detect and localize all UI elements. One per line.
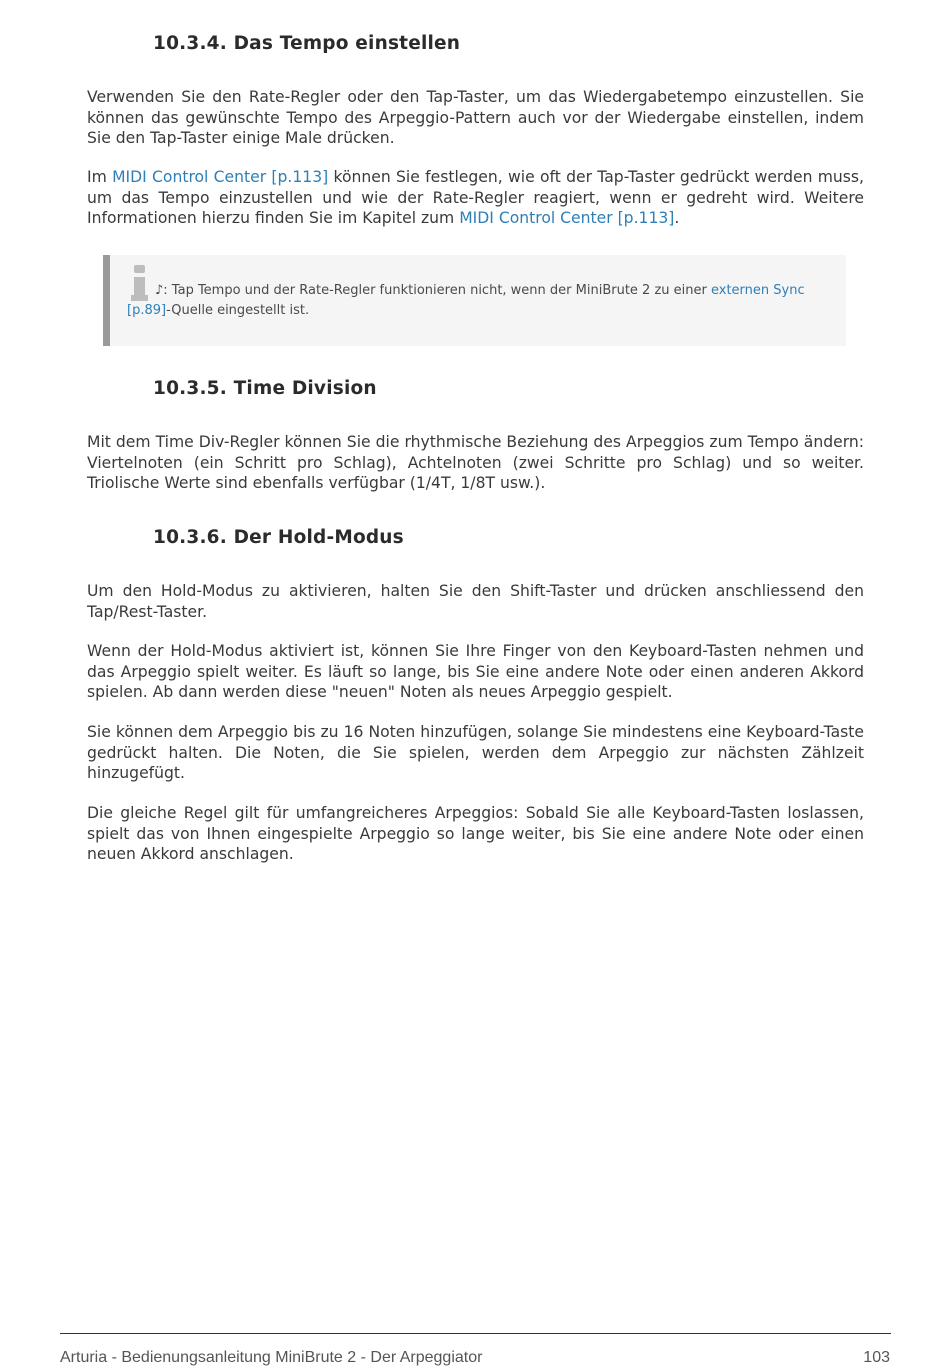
paragraph-tempo-intro: Verwenden Sie den Rate-Regler oder den Tap-Taster, um das Wiedergabetempo einzustellen. Sie können das gewünschte Tempo des Arpeggio-Pattern auch vor der Wiedergabe einstellen, indem Sie den Tap-Taster einige Male drücken. <box>87 88 864 147</box>
section-heading-hold-mode: 10.3.6. Der Hold-Modus <box>153 527 404 548</box>
footer-title: Arturia - Bedienungsanleitung MiniBrute 2 - Der Arpeggiator <box>60 1349 483 1366</box>
text-span: können Sie festlegen, wie oft der Tap-Taster gedrückt werden muss, um das Tempo einzustellen und wie der Rate-Regler reagiert, wenn er gedreht wird. Weitere Informationen hierzu finden Sie im Kapitel zum <box>87 168 865 227</box>
info-note-text <box>127 281 839 321</box>
footer-divider <box>60 1333 891 1334</box>
paragraph-hold-activate: Um den Hold-Modus zu aktivieren, halten Sie den Shift-Taster und drücken anschliessend den Tap/Rest-Taster. <box>87 582 864 621</box>
page-number: 103 <box>863 1349 890 1366</box>
section-heading-tempo: 10.3.4. Das Tempo einstellen <box>153 33 461 54</box>
paragraph-hold-larger-arpeggios: Die gleiche Regel gilt für umfangreicheres Arpeggios: Sobald Sie alle Keyboard-Tasten loslassen, spielt das von Ihnen eingespielte Arpeggio so lange weiter, bis Sie eine andere Note oder einen neuen Akkord anschlagen. <box>87 804 864 863</box>
paragraph-hold-active: Wenn der Hold-Modus aktiviert ist, können Sie Ihre Finger von den Keyboard-Tasten nehmen und das Arpeggio spielt weiter. Es läuft so lange, bis Sie eine andere Note oder einen anderen Akkord spielen. Ab dann werden diese "neuen" Noten als neues Arpeggio gespielt. <box>87 642 864 701</box>
link-midi-control-center[interactable]: MIDI Control Center [p.113] <box>112 168 329 186</box>
text-span: -Quelle eingestellt ist. <box>166 303 310 318</box>
link-externen-sync[interactable]: externen Sync [p.89] <box>127 283 805 318</box>
text-span: . <box>674 209 680 227</box>
paragraph-midi-control-center <box>87 167 864 229</box>
paragraph-hold-add-notes: Sie können dem Arpeggio bis zu 16 Noten hinzufügen, solange Sie mindestens eine Keyboard-Taste gedrückt halten. Die Noten, die Sie spielen, werden dem Arpeggio zur nächsten Zählzeit hinzugefügt. <box>87 723 864 782</box>
music-note-icon: ♪ <box>155 283 164 298</box>
text-span: : Tap Tempo und der Rate-Regler funktionieren nicht, wenn der MiniBrute 2 zu einer <box>163 283 711 298</box>
link-midi-control-center-chapter[interactable]: MIDI Control Center [p.113] <box>459 209 675 227</box>
info-note-box <box>103 255 846 346</box>
text-span: Im <box>87 168 113 186</box>
paragraph-time-division: Mit dem Time Div-Regler können Sie die rhythmische Beziehung des Arpeggios zum Tempo ändern: Viertelnoten (ein Schritt pro Schlag), Achtelnoten (zwei Schritte pro Schlag) und so weiter. Triolische Werte sind ebenfalls verfügbar (1/4T, 1/8T usw.). <box>87 433 864 492</box>
section-heading-time-division: 10.3.5. Time Division <box>153 378 377 399</box>
